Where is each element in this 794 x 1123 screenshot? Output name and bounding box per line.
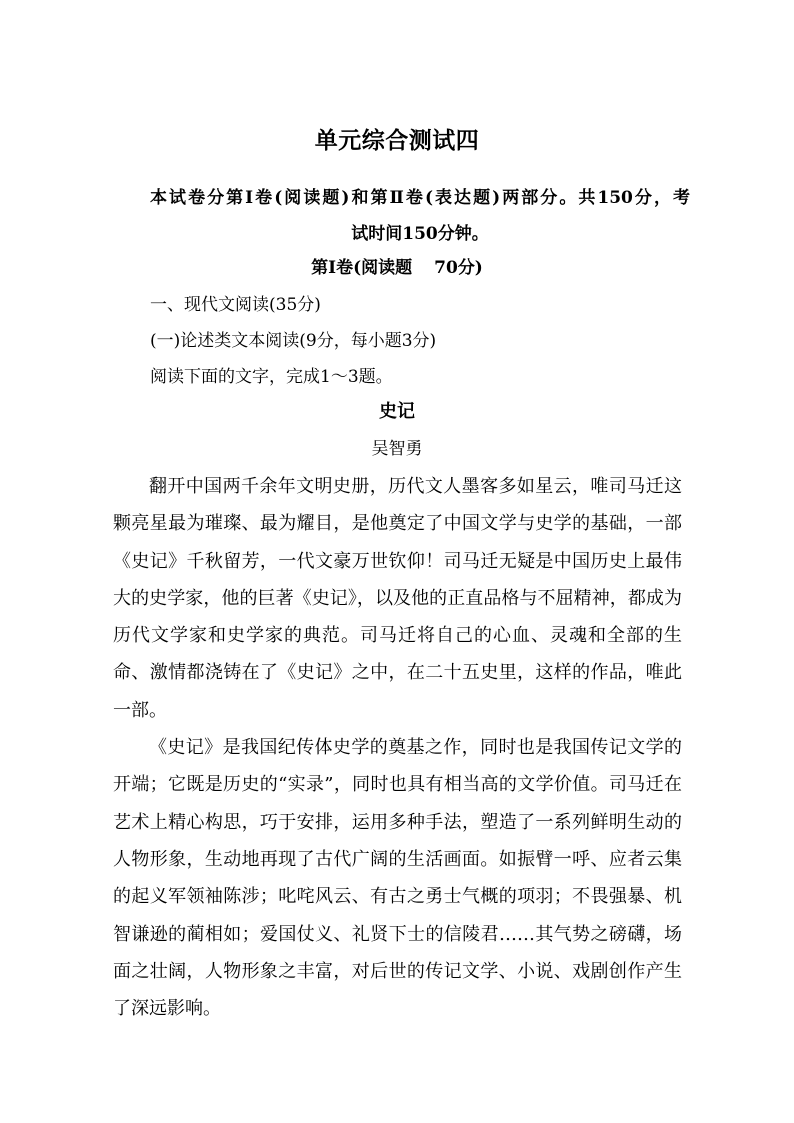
reading-instruction: 阅读下面的文字，完成1～3题。 bbox=[150, 367, 393, 387]
article-paragraph: 《史记》是我国纪传体史学的奠基之作，同时也是我国传记文学的开端；它既是历史的“实录”，同时也具有相当高的文学价值。司马迁在艺术上精心构思，巧于安排，运用多种手法，塑造了一系列鲜明生动的人物形象，生动地再现了古代广阔的生活画面。如振臂一呼、应者云集的起义军领袖陈涉；叱咤风云、有古之勇士气概的项羽；不畏强暴、机智谦逊的蔺相如；爱国仗义、礼贤下士的信陵君……其气势之磅礴，场面之壮阔，人物形象之丰富，对后世的传记文学、小说、戏剧创作产生了深远影响。 bbox=[113, 737, 682, 1020]
article-paragraph: 翻开中国两千余年文明史册，历代文人墨客多如星云，唯司马迁这颗亮星最为璀璨、最为耀目，是他奠定了中国文学与史学的基础，一部《史记》千秋留芳，一代文豪万世钦仰！司马迁无疑是中国历史上最伟大的史学家，他的巨著《史记》，以及他的正直品格与不屈精神，都成为历代文学家和史学家的典范。司马迁将自己的心血、灵魂和全部的生命、激情都浇铸在了《史记》之中，在二十五史里，这样的作品，唯此一部。 bbox=[113, 476, 682, 721]
volume-heading bbox=[0, 253, 794, 283]
subsection-heading: (一)论述类文本阅读(9分，每小题3分) bbox=[150, 331, 437, 351]
volume-heading-part-b: 70分) bbox=[434, 258, 483, 278]
page-title: 单元综合测试四 bbox=[314, 127, 480, 154]
exam-intro bbox=[150, 180, 690, 252]
intro-line-1: 本试卷分第Ⅰ卷(阅读题)和第Ⅱ卷(表达题)两部分。共150分，考 bbox=[150, 188, 690, 208]
article-author: 吴智勇 bbox=[371, 439, 423, 459]
article-title: 史记 bbox=[379, 401, 415, 422]
section-heading: 一、现代文阅读(35分) bbox=[150, 295, 321, 315]
article-body bbox=[113, 468, 682, 1027]
volume-heading-part-a: 第Ⅰ卷(阅读题 bbox=[311, 258, 413, 278]
intro-line-2: 试时间150分钟。 bbox=[351, 224, 489, 244]
